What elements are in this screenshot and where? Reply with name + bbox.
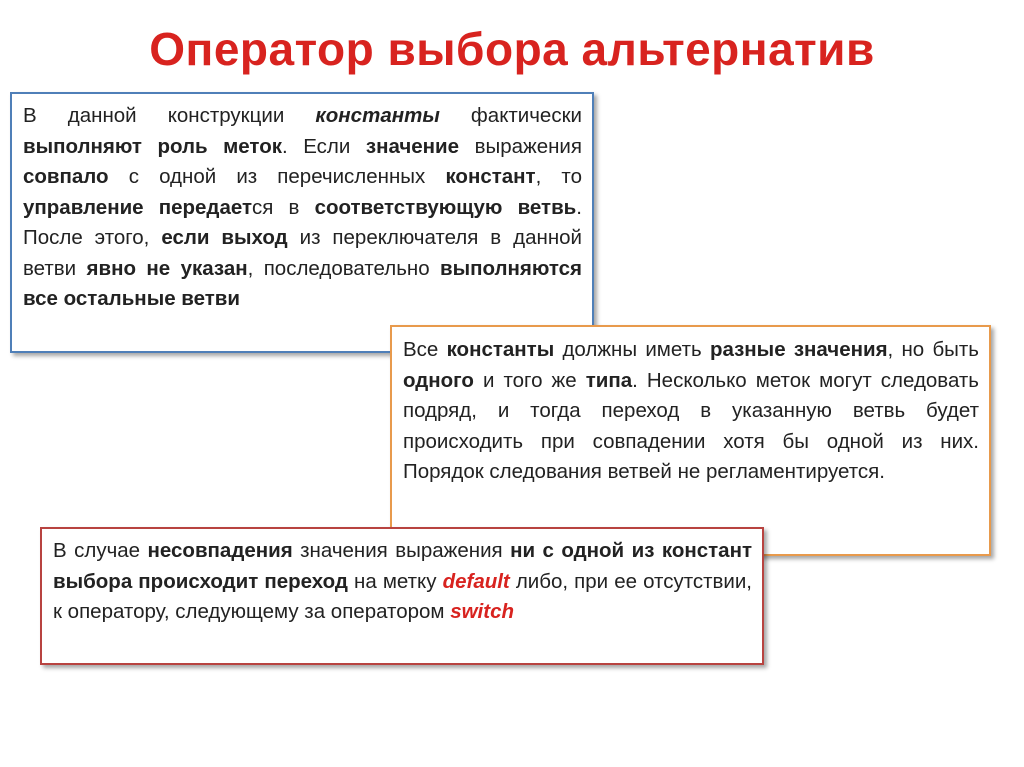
text-segment: выполняются все остальные ветви — [23, 256, 582, 310]
text-segment: управление передает — [23, 195, 253, 219]
text-segment: значение — [365, 134, 460, 158]
text-segment: одного — [403, 368, 474, 392]
text-segment: Все — [403, 338, 447, 361]
text-segment: В данной конструкции — [23, 104, 316, 127]
keyword-default: default — [442, 569, 510, 593]
text-segment: В случае — [53, 539, 148, 562]
text-segment: если выход — [161, 226, 288, 249]
text-segment: разные значения — [709, 338, 888, 361]
text-segment: ся в — [252, 195, 315, 219]
text-segment: из переключателя в данной ветви — [23, 226, 582, 280]
text-box-default-case — [40, 527, 764, 665]
text-segment: константы — [315, 104, 440, 127]
text-segment: совпало — [23, 165, 109, 188]
keyword-switch: switch — [450, 600, 514, 623]
text-segment: значения выражения — [292, 539, 511, 562]
text-segment: ни с одной из констант выбора происходит переход — [53, 539, 752, 593]
text-segment: константы — [446, 338, 555, 361]
text-segment: . После этого, — [23, 195, 582, 249]
text-segment: , но быть — [887, 338, 979, 361]
text-segment: несовпадения — [147, 539, 293, 562]
text-segment: должны иметь — [554, 338, 710, 361]
text-segment: констант — [445, 165, 536, 188]
text-segment: с одной из перечисленных — [108, 165, 446, 188]
text-segment: выполняют роль меток — [23, 134, 282, 158]
text-segment: на метку — [347, 569, 443, 593]
text-box-constant-values — [390, 325, 991, 556]
text-segment: либо, при ее отсутствии, к оператору, следующему за оператором — [53, 569, 752, 623]
text-segment: соответствующую ветвь — [314, 195, 577, 219]
text-segment: и того же — [473, 368, 586, 392]
text-box-constants-as-labels — [10, 92, 594, 353]
text-segment: явно не указан — [86, 256, 248, 280]
text-segment: фактически — [439, 104, 582, 127]
slide-title: Оператор выбора альтернатив — [149, 23, 875, 75]
text-segment: , то — [535, 165, 582, 188]
text-segment: , последовательно — [247, 256, 440, 280]
text-segment: типа — [585, 368, 633, 392]
text-segment: . Несколько меток могут следовать подряд, и тогда переход в указанную ветвь будет происходить при совпадении хотя бы одной из них. Порядок следования ветвей не регламентируется. — [403, 368, 979, 483]
text-segment: . Если — [282, 134, 366, 158]
text-segment: выражения — [459, 134, 582, 158]
